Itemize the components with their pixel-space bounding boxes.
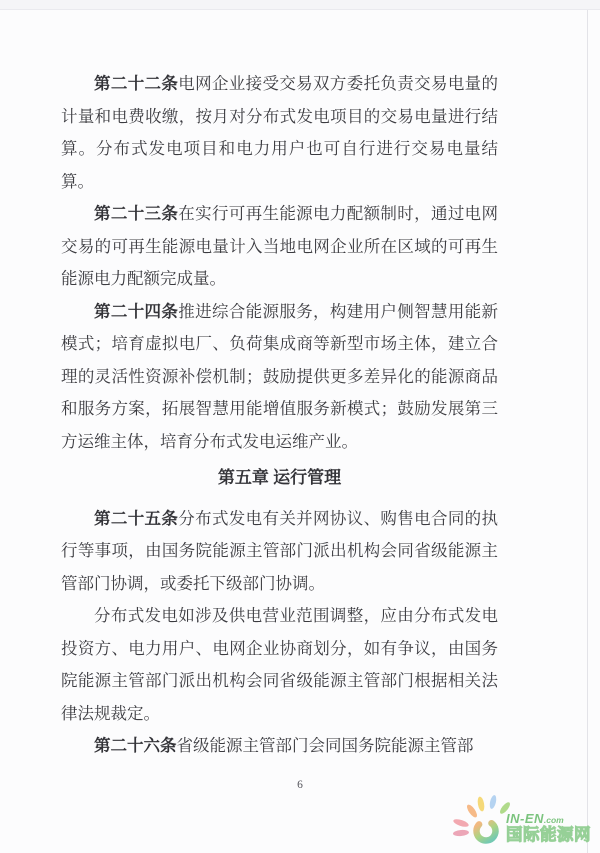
article-24-number: 第二十四条 (94, 301, 179, 321)
article-25-text: 分布式发电有关并网协议、购售电合同的执行等事项，由国务院能源主管部门派出机构会同省级能源主管部门协调，或委托下级部门协调。 (61, 508, 499, 593)
article-25-paragraph (61, 503, 498, 601)
article-25-continuation-paragraph (61, 600, 498, 730)
watermark-domain-suffix: .com (543, 815, 564, 825)
article-23-number: 第二十三条 (94, 204, 179, 223)
article-23-paragraph (61, 198, 498, 296)
article-24-paragraph (61, 296, 498, 459)
article-25-number: 第二十五条 (94, 508, 179, 528)
in-en-watermark (448, 793, 600, 853)
petal-yellow (477, 796, 486, 812)
article-22-number: 第二十二条 (94, 74, 179, 93)
article-26-paragraph (61, 730, 498, 763)
watermark-brand-line (506, 812, 600, 825)
scan-right-edge (587, 10, 588, 853)
petal-rose (453, 829, 469, 836)
watermark-brand: IN-EN (506, 811, 544, 826)
watermark-text (506, 812, 600, 844)
petal-pink (452, 818, 469, 829)
article-22-text: 电网企业接受交易双方委托负责交易电量的计量和电费收缴，按月对分布式发电项目的交易电量进行结算。分布式发电项目和电力用户也可自行进行交易电量结算。 (61, 74, 499, 191)
article-25-continuation-text: 分布式发电如涉及供电营业范围调整，应由分布式发电投资方、电力用户、电网企业协商划分，如有争议，由国务院能源主管部门派出机构会同省级能源主管部门根据相关法律法规裁定。 (61, 606, 498, 723)
document-body (61, 68, 498, 763)
page-number: 6 (297, 779, 303, 791)
chapter-heading: 第五章 运行管理 (217, 468, 342, 487)
article-23-text: 在实行可再生能源电力配额制时，通过电网交易的可再生能源电量计入当地电网企业所在区域的可再生能源电力配额完成量。 (61, 204, 499, 288)
petal-orange (465, 803, 479, 819)
watermark-brand-chinese: 国际能源网 (506, 826, 591, 844)
logo-ring (473, 818, 499, 844)
article-22-paragraph (61, 68, 498, 198)
scan-top-edge (0, 0, 600, 10)
petal-blue (489, 795, 498, 810)
article-26-number: 第二十六条 (94, 736, 177, 755)
article-26-text: 省级能源主管部门会同国务院能源主管部 (176, 736, 474, 755)
article-24-text: 推进综合能源服务，构建用户侧智慧用能新模式；培育虚拟电厂、负荷集成商等新型市场主体，建立合理的灵活性资源补偿机制；鼓励提供更多差异化的能源商品和服务方案，拓展智慧用能增值服务新模式；鼓励发展第三方运维主体，培育分布式发电运维产业。 (61, 301, 499, 451)
